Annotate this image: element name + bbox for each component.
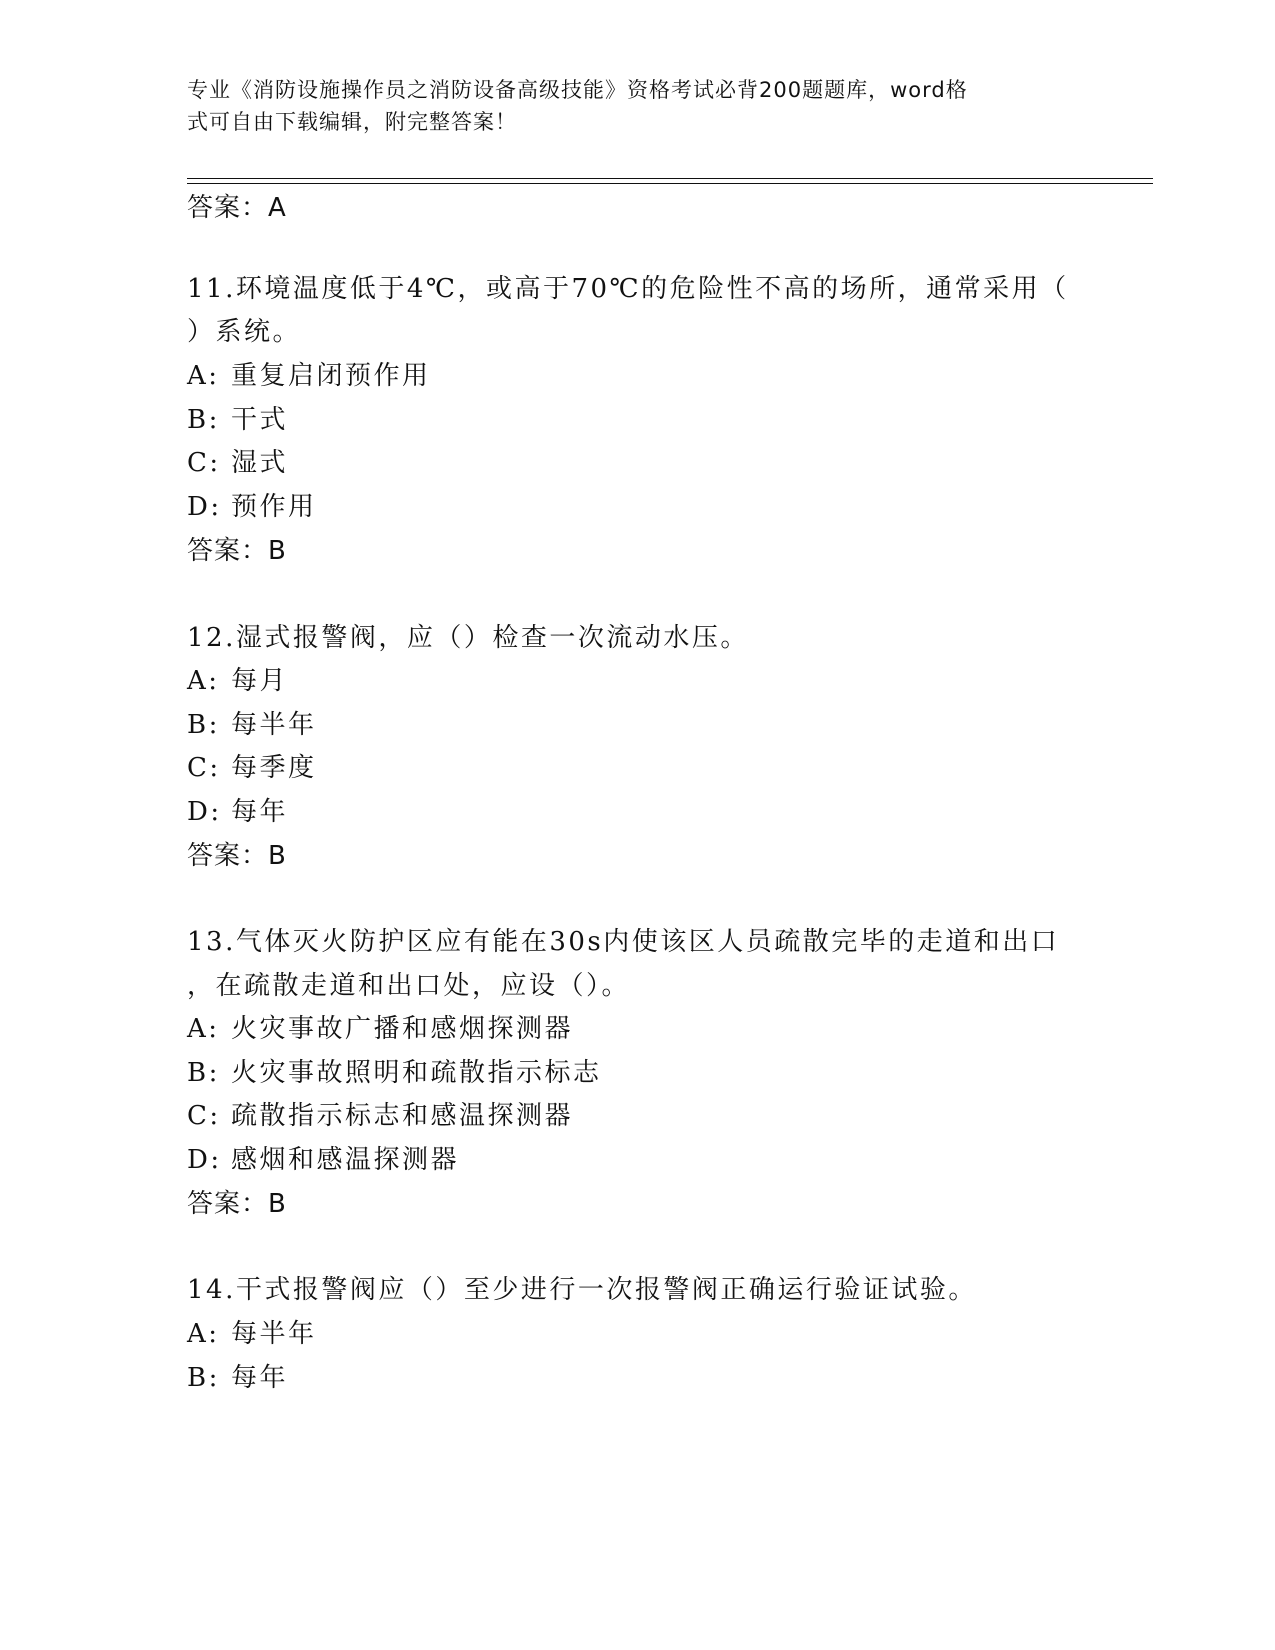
option-text: 火灾事故照明和疏散指示标志 xyxy=(231,1058,602,1088)
option-text: 湿式 xyxy=(231,448,289,478)
question-stem-cont: ）系统。 xyxy=(187,317,302,347)
question-stem: 12.湿式报警阀，应（）检查一次流动水压。 xyxy=(187,623,749,653)
option-item xyxy=(187,1056,602,1090)
header-divider-bottom xyxy=(187,183,1153,184)
header-divider-top xyxy=(187,178,1153,179)
option-letter: C: xyxy=(187,753,221,783)
option-text: 疏散指示标志和感温探测器 xyxy=(231,1101,574,1131)
option-text: 每半年 xyxy=(231,1319,317,1349)
option-text: 火灾事故广播和感烟探测器 xyxy=(231,1014,574,1044)
option-text: 每季度 xyxy=(231,753,317,783)
question-stem: 14.干式报警阀应（）至少进行一次报警阀正确运行验证试验。 xyxy=(187,1275,977,1305)
option-letter: D: xyxy=(187,492,222,522)
option-item xyxy=(187,359,431,393)
option-letter: C: xyxy=(187,1101,221,1131)
option-item xyxy=(187,1317,317,1351)
header-line-1: 专业《消防设施操作员之消防设备高级技能》资格考试必背200题题库，word格 xyxy=(187,78,968,102)
option-letter: A: xyxy=(187,1319,220,1349)
answer-line: 答案：B xyxy=(187,536,287,566)
option-item xyxy=(187,1099,573,1133)
option-text: 每年 xyxy=(231,797,289,827)
option-text: 感烟和感温探测器 xyxy=(231,1145,460,1175)
option-letter: B: xyxy=(187,710,220,740)
option-letter: B: xyxy=(187,1058,220,1088)
option-text: 每年 xyxy=(231,1363,289,1393)
option-item xyxy=(187,1143,459,1177)
question-stem: 13.气体灭火防护区应有能在30s内使该区人员疏散完毕的走道和出口 xyxy=(187,927,1060,957)
option-text: 每半年 xyxy=(231,710,317,740)
option-item xyxy=(187,664,288,698)
answer-line: 答案：B xyxy=(187,1189,287,1219)
option-item xyxy=(187,795,288,829)
option-text: 重复启闭预作用 xyxy=(231,361,431,391)
option-letter: D: xyxy=(187,797,222,827)
option-text: 干式 xyxy=(231,405,289,435)
question-stem: 11.环境温度低于4℃，或高于70℃的危险性不高的场所，通常采用（ xyxy=(187,274,1069,304)
option-item xyxy=(187,708,317,742)
option-item xyxy=(187,403,288,437)
question-stem-cont: ，在疏散走道和出口处，应设（）。 xyxy=(187,971,631,1001)
option-letter: B: xyxy=(187,1363,220,1393)
option-letter: A: xyxy=(187,1014,220,1044)
option-letter: C: xyxy=(187,448,221,478)
option-item xyxy=(187,751,317,785)
option-text: 预作用 xyxy=(231,492,317,522)
option-item xyxy=(187,446,288,480)
option-letter: D: xyxy=(187,1145,222,1175)
answer-line: 答案：B xyxy=(187,841,287,871)
option-item xyxy=(187,490,317,524)
document-header xyxy=(187,74,1067,138)
option-item xyxy=(187,1012,573,1046)
option-letter: A: xyxy=(187,666,220,696)
header-line-2: 式可自由下载编辑，附完整答案！ xyxy=(187,110,517,134)
option-item xyxy=(187,1361,288,1395)
option-letter: B: xyxy=(187,405,220,435)
answer-line: 答案：A xyxy=(187,193,287,223)
option-letter: A: xyxy=(187,361,220,391)
option-text: 每月 xyxy=(231,666,289,696)
